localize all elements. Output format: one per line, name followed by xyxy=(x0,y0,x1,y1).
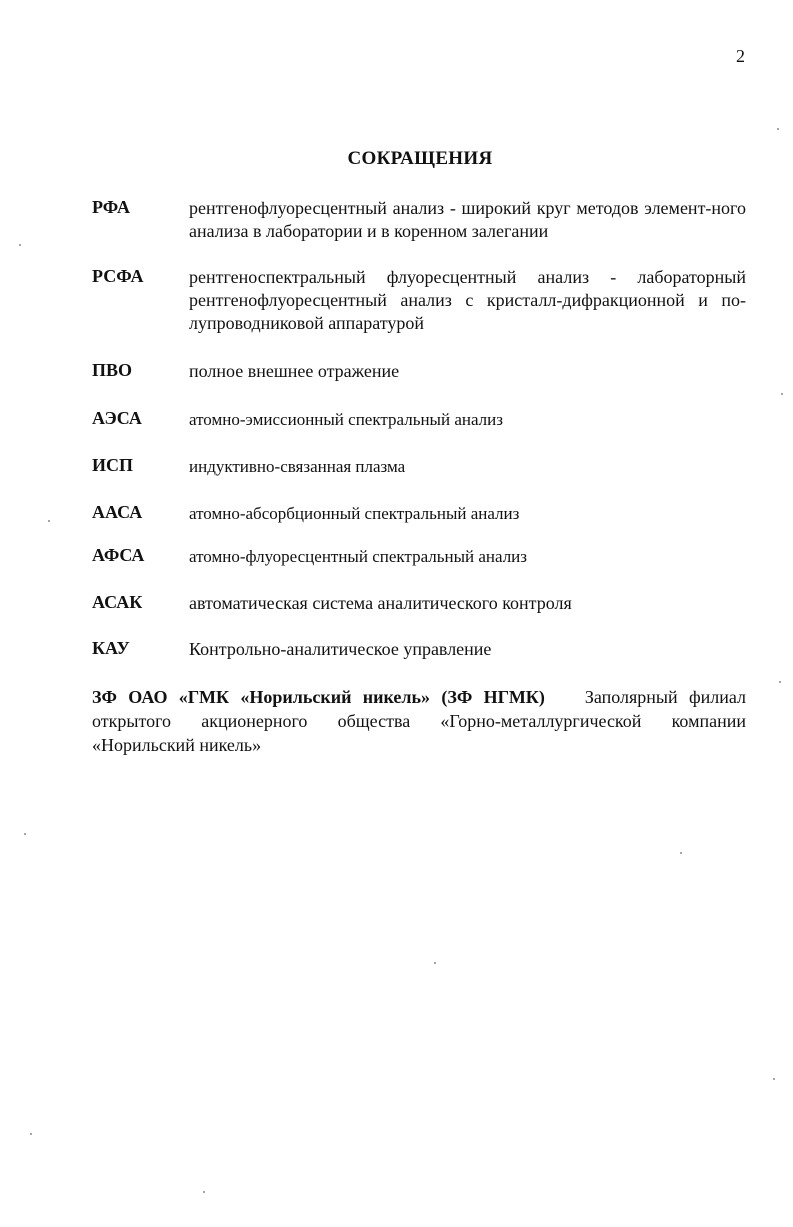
abbreviation-definition: рентгенофлуоресцентный анализ - широкий круг методов элемент-ного анализа в лаборатории и в коренном залегании xyxy=(189,198,746,241)
page-title: СОКРАЩЕНИЯ xyxy=(347,148,493,169)
abbreviation-term: КАУ xyxy=(92,638,130,658)
scan-speck xyxy=(19,244,21,246)
abbreviation-term: РФА xyxy=(92,197,131,217)
abbreviation-definition: полное внешнее отражение xyxy=(189,361,400,381)
scan-speck xyxy=(48,520,50,522)
abbreviation-definition: атомно-абсорбционный спектральный анализ xyxy=(189,504,520,523)
scan-speck xyxy=(773,1078,775,1080)
page-number: 2 xyxy=(736,46,745,66)
abbreviation-definition: рентгеноспектральный флуоресцентный анализ - лабораторный рентгенофлуоресцентный анализ с кристалл-дифракционной и по-лупроводниковой аппаратурой xyxy=(189,267,746,333)
scan-speck xyxy=(680,852,682,854)
abbreviation-term: ААСА xyxy=(92,502,143,522)
abbreviation-term: АФСА xyxy=(92,545,145,565)
organization-entry xyxy=(92,685,746,757)
abbreviation-term: ИСП xyxy=(92,455,134,475)
scan-speck xyxy=(779,681,781,683)
abbreviation-term: ПВО xyxy=(92,360,133,380)
abbreviation-definition: атомно-флуоресцентный спектральный анализ xyxy=(189,547,527,566)
scan-speck xyxy=(777,128,779,130)
abbreviation-definition: атомно-эмиссионный спектральный анализ xyxy=(189,410,503,429)
abbreviation-term: РСФА xyxy=(92,266,144,286)
scan-speck xyxy=(781,393,783,395)
scan-speck xyxy=(30,1133,32,1135)
abbreviation-definition: Контрольно-аналитическое управление xyxy=(189,639,492,659)
scan-speck xyxy=(434,962,436,964)
abbreviation-term: АСАК xyxy=(92,592,143,612)
abbreviation-definition: автоматическая система аналитического контроля xyxy=(189,593,572,613)
abbreviation-term: АЭСА xyxy=(92,408,142,428)
organization-term: ЗФ ОАО «ГМК «Норильский никель» (ЗФ НГМК) xyxy=(92,687,545,707)
scan-speck xyxy=(203,1191,205,1193)
abbreviation-definition: индуктивно-связанная плазма xyxy=(189,457,406,476)
scan-speck xyxy=(24,833,26,835)
organization-definition: Заполярный филиал открытого акционерного общества «Горно-металлургической компании «Норильский никель» xyxy=(92,687,746,755)
